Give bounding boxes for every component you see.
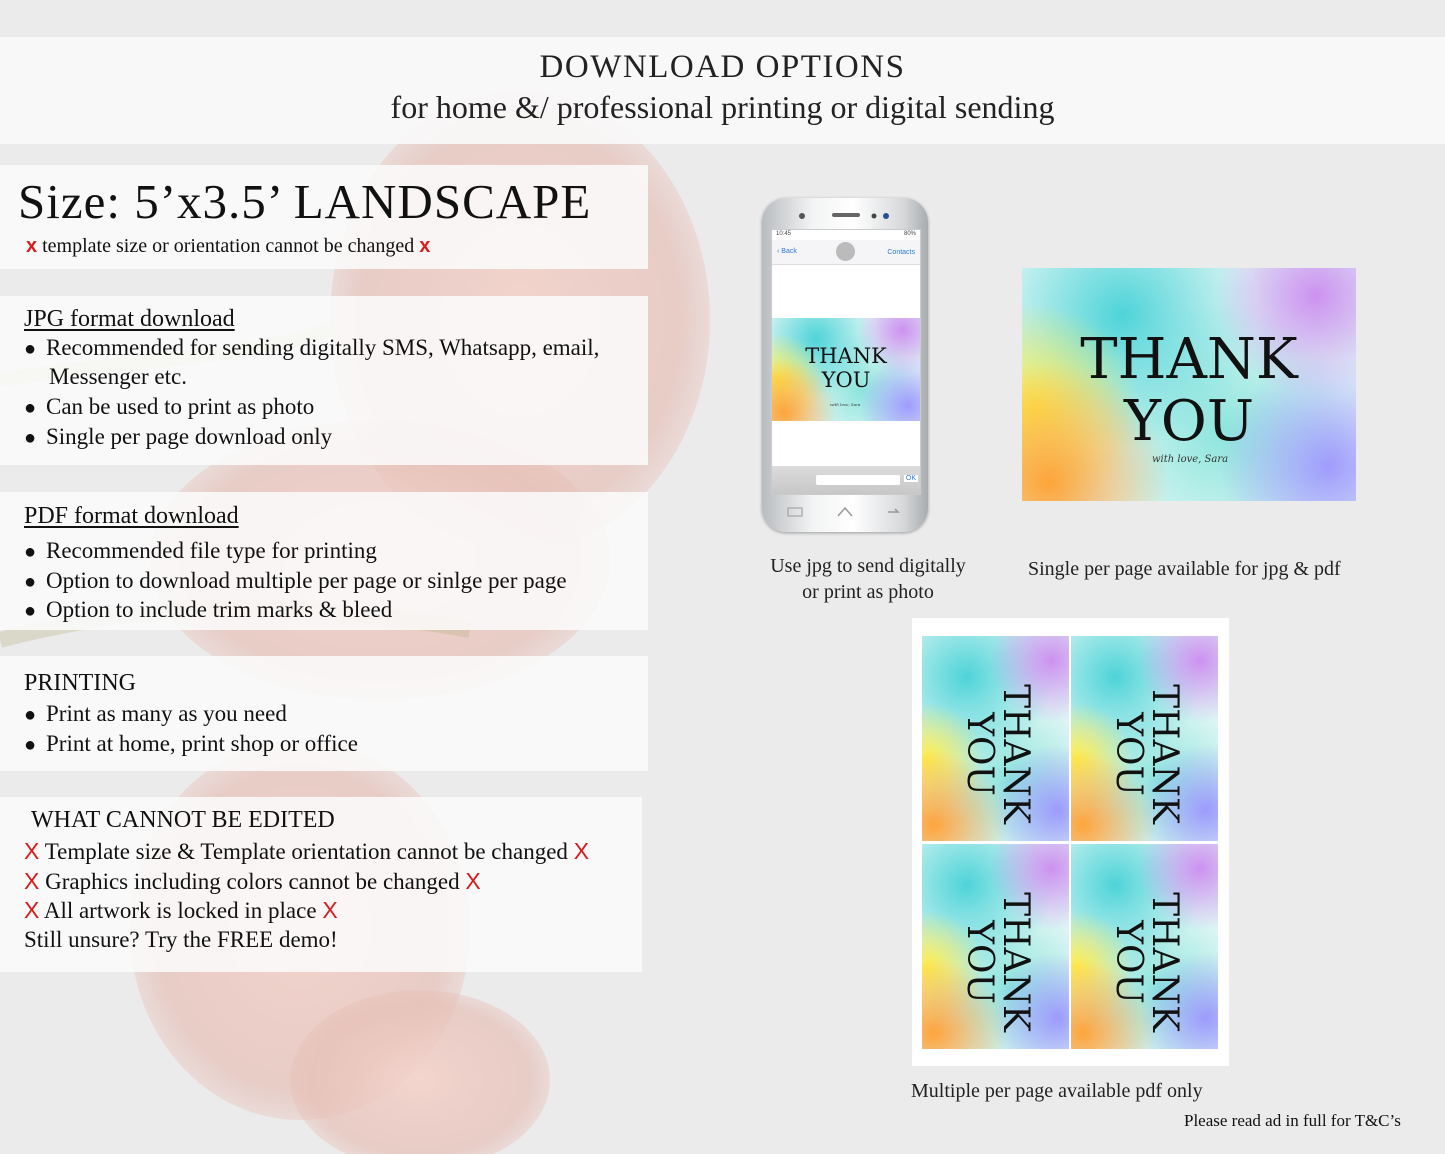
list-item: ● Print as many as you need: [24, 699, 287, 730]
pdf-heading: PDF format download: [24, 503, 239, 529]
not-editable-heading: WHAT CANNOT BE EDITED: [31, 807, 335, 833]
status-battery: 80%: [903, 231, 916, 237]
red-x-icon: X: [573, 838, 590, 864]
red-x-icon: X: [24, 838, 40, 864]
bullet-dot-icon: ●: [24, 571, 37, 593]
card-text: THANK YOU: [1108, 684, 1185, 824]
list-item: ● Recommended for sending digitally SMS, Whatsapp, email,: [24, 333, 599, 364]
phone-home-buttons-icon: [762, 498, 928, 528]
phone-mockup: [762, 198, 928, 532]
message-nav-bar: [772, 240, 920, 265]
jpg-heading: JPG format download: [24, 306, 235, 332]
ok-button[interactable]: OK: [905, 475, 916, 482]
header-band: [0, 37, 1445, 144]
contacts-link[interactable]: Contacts: [887, 249, 915, 256]
list-item: ● Can be used to print as photo: [24, 392, 314, 423]
single-caption: Single per page available for jpg & pdf: [1028, 558, 1341, 580]
status-time: 10:45: [776, 231, 792, 237]
list-item: ● Option to download multiple per page or sinlge per page: [24, 566, 567, 597]
list-item: X Graphics including colors cannot be changed X: [24, 868, 481, 894]
red-x-icon: X: [24, 868, 40, 894]
printing-panel: [0, 656, 648, 771]
list-item: ● Option to include trim marks & bleed: [24, 595, 392, 626]
jpg-panel: [0, 296, 648, 465]
pdf-panel: [0, 492, 648, 630]
bullet-dot-icon: ●: [24, 397, 37, 419]
bullet-dot-icon: ●: [24, 734, 37, 756]
back-link[interactable]: ‹ Back: [777, 248, 797, 255]
status-bar: [772, 230, 920, 240]
size-note-text: template size or orientation cannot be changed: [42, 235, 415, 257]
list-item: ● Single per page download only: [24, 422, 332, 453]
phone-caption: Use jpg to send digitally or print as photo: [770, 555, 966, 603]
avatar-icon: [836, 242, 855, 261]
red-x-icon: X: [24, 897, 40, 923]
list-item-continuation: Messenger etc.: [49, 364, 187, 389]
bullet-dot-icon: ●: [24, 427, 37, 449]
size-panel: [0, 165, 648, 269]
rotated-card: [922, 844, 1069, 1049]
red-x-icon: X: [322, 897, 338, 923]
card-signature: with love, Sara: [1152, 454, 1229, 465]
phone-card-image: [772, 318, 920, 421]
phone-earpiece-icon: [762, 198, 928, 229]
printing-heading: PRINTING: [24, 670, 136, 696]
card-signature: with love, Sara: [830, 402, 861, 407]
demo-text: Still unsure? Try the FREE demo!: [24, 927, 338, 952]
list-item: X All artwork is locked in place X: [24, 897, 338, 923]
card-text: THANK YOU: [1080, 327, 1298, 454]
size-title: Size: 5’x3.5’ LANDSCAPE: [18, 174, 592, 229]
bullet-dot-icon: ●: [24, 704, 37, 726]
red-x-icon: x: [26, 235, 38, 257]
size-note: [26, 235, 430, 258]
red-x-icon: X: [465, 868, 481, 894]
bullet-dot-icon: ●: [24, 541, 37, 563]
rotated-card: [922, 636, 1069, 841]
list-item: X Template size & Template orientation cannot be changed X: [24, 838, 590, 864]
card-text: THANK YOU: [1108, 892, 1185, 1032]
red-x-icon: x: [419, 235, 431, 257]
card-text: THANK YOU: [959, 684, 1036, 824]
footer-note: Please read ad in full for T&C’s: [1184, 1111, 1401, 1130]
single-card-preview: [1022, 268, 1356, 501]
multiple-caption: Multiple per page available pdf only: [911, 1080, 1203, 1102]
rotated-card: [1071, 636, 1218, 841]
card-text: THANK YOU: [959, 892, 1036, 1032]
bullet-dot-icon: ●: [24, 338, 37, 360]
list-item: ● Print at home, print shop or office: [24, 729, 358, 760]
bullet-dot-icon: ●: [24, 600, 37, 622]
page-subtitle: for home &/ professional printing or digital sending: [390, 89, 1055, 125]
sms-input-bar: [772, 466, 920, 494]
page-title: DOWNLOAD OPTIONS: [539, 49, 906, 85]
rotated-card: [1071, 844, 1218, 1049]
sms-input[interactable]: [816, 475, 900, 485]
phone-screen: [771, 229, 921, 495]
multi-per-page-sheet: [912, 618, 1229, 1066]
card-text: THANK YOU: [805, 344, 887, 392]
list-item: ● Recommended file type for printing: [24, 536, 377, 567]
not-editable-panel: [0, 797, 642, 972]
